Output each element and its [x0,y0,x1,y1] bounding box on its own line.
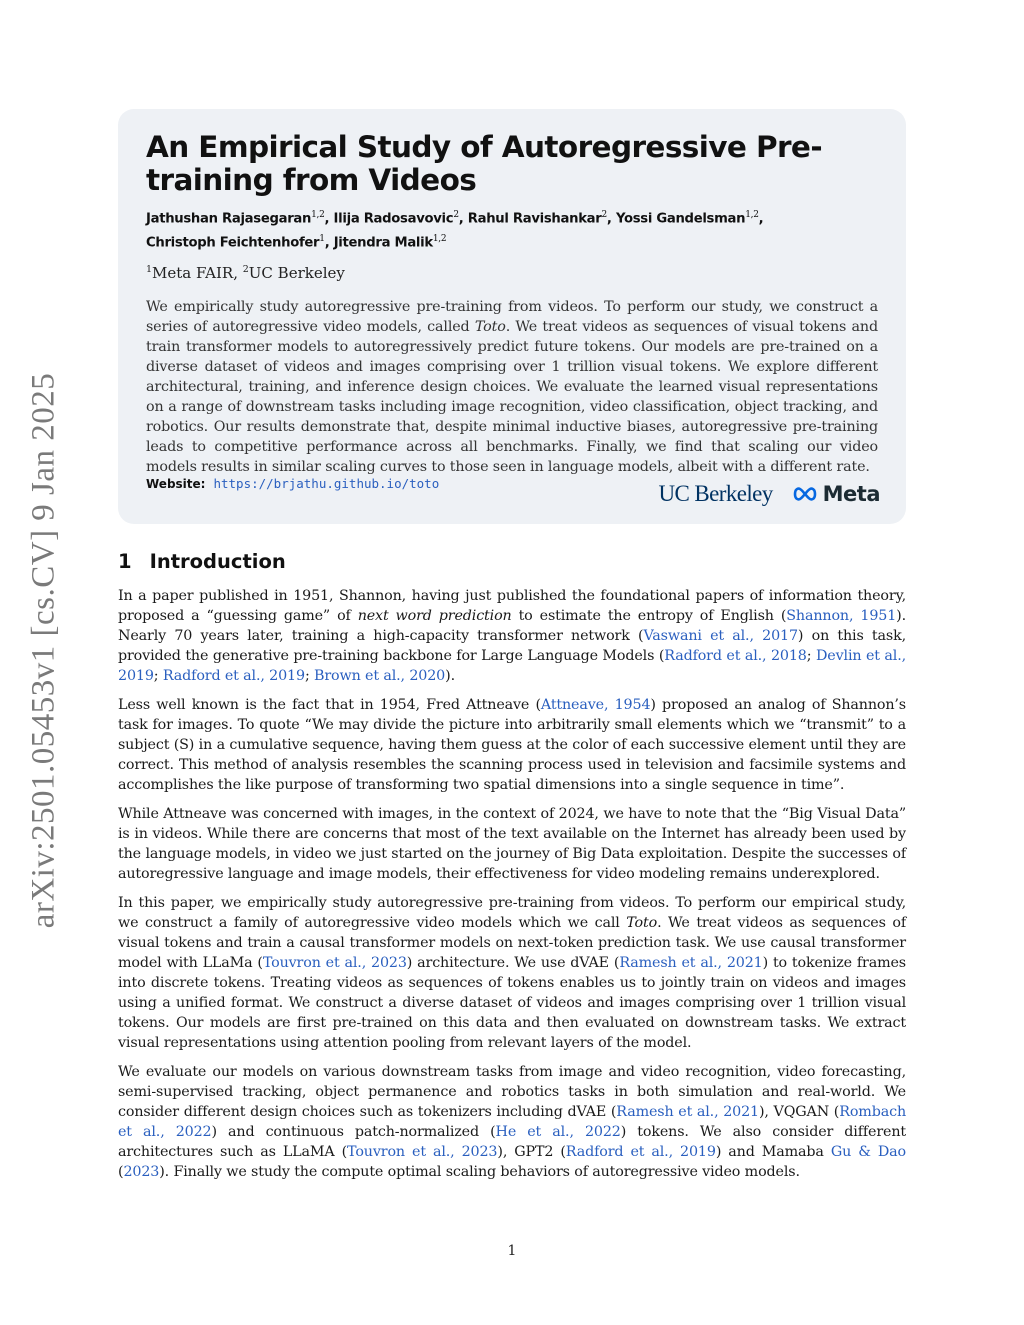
meta-wordmark: Meta [822,482,880,506]
paragraph: We evaluate our models on various downstream tasks from image and video recognition, video forecasting, semi-supervised tracking, object permanence and robotics tasks in both simulation and real-world. We consider different design choices such as tokenizers including dVAE (Ramesh et al., 2021), VQGAN (Rombach et al., 2022) and continuous patch-normalized (He et al., 2022) tokens. We also consider different architectures such as LLaMA (Touvron et al., 2023), GPT2 (Radford et al., 2019) and Mamaba Gu & Dao (2023). Finally we study the compute optimal scaling behaviors of autoregressive video models. [118,1064,907,1180]
abstract-text: . We treat videos as sequences of visual tokens and train transformer models to autoregressively predict future tokens. Our models are pre-trained on a diverse dataset of videos and images comprising over 1 trillion visual tokens. We explore different architectural, training, and inference design choices. We evaluate the learned visual representations on a range of downstream tasks including image recognition, video classification, object tracking, and robotics. Our results demonstrate that, despite minimal inductive biases, autoregressive pre-training leads to competitive performance across all benchmarks. Finally, we find that scaling our video models results in similar scaling curves to those seen in language models, albeit with a different rate. [146,318,878,475]
paper-title: An Empirical Study of Autoregressive Pre-training from Videos [146,130,822,197]
citation-link[interactable]: Shannon, 1951 [786,608,897,624]
abstract [146,297,878,477]
author-name: Jathushan Rajasegaran [146,211,312,227]
affil-name: UC Berkeley [248,263,345,282]
author-name: Christoph Feichtenhofer [146,235,320,251]
author-name: Yossi Gandelsman [615,211,746,227]
citation-link[interactable]: Brown et al., 2020 [314,668,446,684]
citation-link[interactable]: Ramesh et al., 2021 [619,955,763,971]
meta-logo [791,482,880,506]
affiliations: $^1$Meta FAIR, $^2$UC Berkeley [146,263,345,282]
website-link[interactable]: https://brjathu.github.io/toto [213,476,440,491]
affil-mark: 1 [146,263,153,275]
arxiv-identifier-stamp [14,370,74,930]
abstract-model-name: Toto [474,318,506,335]
institution-logos [659,481,880,507]
arxiv-stamp-text: arXiv:2501.05453v1 [cs.CV] 9 Jan 2025 [25,372,62,928]
author-affil-mark: 2 [453,210,459,220]
citation-link[interactable]: Radford et al., 2018 [664,648,807,664]
section-number: 1 [118,550,132,573]
citation-link[interactable]: Attneave, 1954 [540,697,651,713]
abstract-text: We empirically study autoregressive pre-training from videos. To perform our study, we construct a series of autoregressive video models, called [146,298,878,335]
paragraph: While Attneave was concerned with images, in the context of 2024, we have to note that the “Big Visual Data” is in videos. While there are concerns that most of the text available on the Internet has already been used by the language models, in video we just started on the journey of Big Data exploitation. Despite the successes of autoregressive language and image models, their effectiveness for video modeling remains underexplored. [118,806,906,882]
citation-link[interactable]: Gu & Dao [830,1144,906,1160]
paragraph: Less well known is the fact that in 1954, Fred Attneave (Attneave, 1954) proposed an analog of Shannon’s task for images. To quote “We may divide the picture into arbitrarily small elements which we “transmit” to a subject (S) in a cumulative sequence, having them guess at the color of each successive element until they are correct. This method of analysis resembles the scanning process used in television and facsimile systems and accomplishes the like purpose of transforming two spatial dimensions into a single sequence in time”. [118,697,906,793]
citation-link[interactable]: Vaswani et al., 2017 [643,628,798,644]
paragraph: In this paper, we empirically study autoregressive pre-training from videos. To perform our empirical study, we construct a family of autoregressive video models which we call Toto. We treat videos as sequences of visual tokens and train a causal transformer models on next-token prediction task. We use causal transformer model with LLaMa (Touvron et al., 2023) architecture. We use dVAE (Ramesh et al., 2021) to tokenize frames into discrete tokens. Treating videos as sequences of tokens enables us to jointly train on videos and images using a unified format. We construct a diverse dataset of videos and images comprising over 1 trillion visual tokens. Our models are first pre-trained on this data and then evaluated on downstream tasks. We extract visual representations using attention pooling from relevant layers of the model. [118,895,906,1051]
citation-link[interactable]: 2023 [123,1164,160,1180]
author-name: Jitendra Malik [333,235,433,251]
author-affil-mark: 2 [601,210,607,220]
author-affil-mark: 1,2 [432,234,447,245]
uc-berkeley-logo: UC Berkeley [658,481,773,506]
citation-link[interactable]: Touvron et al., 2023 [262,955,407,971]
citation-link[interactable]: Ramesh et al., 2021 [616,1104,759,1120]
section-title: Introduction [149,550,286,573]
citation-link[interactable]: Radford et al., 2019 [565,1144,716,1160]
author-affil-mark: 1,2 [745,210,759,220]
author-list: Jathushan Rajasegaran$^{1,2}$, Ilija Radosavovic$^2$, Rahul Ravishankar$^2$, Yossi Gandelsman$^{1,2}$, Christoph Feichtenhofer$^1$, Jitendra Malik$^{1,2}$ [146,210,764,251]
author-affil-mark: 1 [319,234,325,245]
citation-link[interactable]: Rombach et al., 2022 [118,1104,907,1140]
citation-link[interactable]: Touvron et al., 2023 [347,1144,498,1160]
section-heading [118,550,906,573]
website-row [146,476,439,491]
author-name: Ilija Radosavovic [333,211,454,227]
citation-link[interactable]: Devlin et al., 2019 [118,648,906,684]
paper-header [118,109,906,524]
page-number: 1 [507,1243,517,1259]
website-label: Website: [146,477,206,491]
affil-name: Meta FAIR [152,263,234,282]
meta-infinity-icon [791,486,819,502]
citation-link[interactable]: He et al., 2022 [495,1124,621,1140]
affil-mark: 2 [242,263,249,275]
author-name: Rahul Ravishankar [467,211,602,227]
author-affil-mark: 1,2 [311,210,325,220]
paragraph: In a paper published in 1951, Shannon, having just published the foundational papers of information theory, proposed a “guessing game” of next word prediction to estimate the entropy of English (Shannon, 1951). Nearly 70 years later, training a high-capacity transformer network (Vaswani et al., 2017) on this task, provided the generative pre-training backbone for Large Language Models (Radford et al., 2018; Devlin et al., 2019; Radford et al., 2019; Brown et al., 2020). [118,588,906,684]
introduction-section [118,550,906,1191]
citation-link[interactable]: Radford et al., 2019 [162,668,305,684]
